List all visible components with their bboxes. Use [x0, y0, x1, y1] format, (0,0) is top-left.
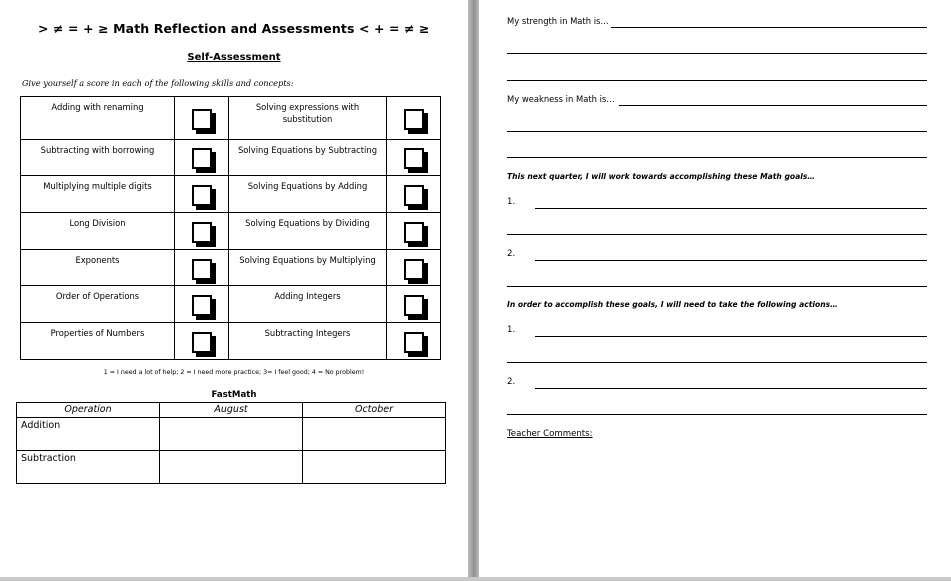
actions-prompt: In order to accomplish these goals, I will need to take the following actions… [507, 300, 838, 309]
score-box-cell [175, 176, 229, 213]
score-checkbox[interactable] [192, 222, 212, 243]
skill-label: Subtracting Integers [229, 323, 387, 360]
score-checkbox[interactable] [192, 332, 212, 353]
score-checkbox[interactable] [192, 259, 212, 280]
october-addition-cell[interactable] [303, 418, 446, 451]
score-checkbox[interactable] [404, 148, 424, 169]
skills-table [20, 96, 441, 360]
fastmath-table [16, 402, 446, 484]
score-checkbox[interactable] [404, 109, 424, 130]
august-addition-cell[interactable] [160, 418, 303, 451]
october-subtraction-cell[interactable] [303, 451, 446, 484]
action-answer-line[interactable] [535, 336, 927, 337]
score-checkbox[interactable] [404, 222, 424, 243]
header-october: October [303, 403, 446, 418]
action-answer-line[interactable] [507, 414, 927, 415]
score-box-cell [387, 249, 441, 286]
score-checkbox[interactable] [404, 185, 424, 206]
weakness-prompt: My weakness in Math is… [507, 94, 615, 104]
skill-label: Subtracting with borrowing [21, 139, 175, 176]
skill-label: Solving Equations by Adding [229, 176, 387, 213]
table-row [17, 418, 446, 451]
strength-answer-line[interactable] [611, 27, 927, 28]
score-checkbox[interactable] [192, 295, 212, 316]
score-box-cell [387, 97, 441, 140]
page-gutter [468, 0, 479, 581]
score-checkbox[interactable] [192, 148, 212, 169]
skill-label: Adding with renaming [21, 97, 175, 140]
operation-addition: Addition [17, 418, 160, 451]
goals-prompt: This next quarter, I will work towards accomplishing these Math goals… [507, 172, 815, 181]
action-number-1: 1. [507, 325, 516, 335]
skill-label: Solving Equations by Multiplying [229, 249, 387, 286]
august-subtraction-cell[interactable] [160, 451, 303, 484]
teacher-comments-label: Teacher Comments: [507, 429, 593, 439]
skill-label: Long Division [21, 213, 175, 250]
action-answer-line[interactable] [507, 362, 927, 363]
score-box-cell [387, 213, 441, 250]
instructions-text: Give yourself a score in each of the following skills and concepts: [22, 78, 294, 88]
score-box-cell [175, 213, 229, 250]
score-box-cell [175, 286, 229, 323]
skill-label: Solving expressions with substitution [229, 97, 387, 140]
strength-prompt: My strength in Math is… [507, 16, 609, 26]
weakness-answer-line[interactable] [507, 157, 927, 158]
score-checkbox[interactable] [192, 109, 212, 130]
skill-label: Properties of Numbers [21, 323, 175, 360]
goal-answer-line[interactable] [507, 234, 927, 235]
goal-answer-line[interactable] [535, 208, 927, 209]
skill-label: Multiplying multiple digits [21, 176, 175, 213]
skill-label: Solving Equations by Dividing [229, 213, 387, 250]
action-number-2: 2. [507, 377, 516, 387]
bottom-edge [0, 577, 951, 581]
goal-answer-line[interactable] [535, 260, 927, 261]
score-legend: 1 = I need a lot of help; 2 = I need more practice; 3= I feel good; 4 = No problem! [103, 369, 365, 376]
weakness-answer-line[interactable] [507, 131, 927, 132]
skills-row [21, 176, 441, 213]
strength-answer-line[interactable] [507, 80, 927, 81]
goal-number-1: 1. [507, 197, 516, 207]
table-row [17, 451, 446, 484]
goal-number-2: 2. [507, 249, 516, 259]
score-box-cell [175, 323, 229, 360]
score-box-cell [387, 139, 441, 176]
page-right [479, 0, 951, 578]
fastmath-title: FastMath [211, 390, 257, 400]
skills-row [21, 97, 441, 140]
goal-answer-line[interactable] [507, 286, 927, 287]
document-title: > ≠ = + ≥ Math Reflection and Assessments < + = ≠ ≥ [38, 21, 430, 36]
score-checkbox[interactable] [192, 185, 212, 206]
skills-row [21, 323, 441, 360]
operation-subtraction: Subtraction [17, 451, 160, 484]
skill-label: Exponents [21, 249, 175, 286]
score-box-cell [175, 97, 229, 140]
header-august: August [160, 403, 303, 418]
skill-label: Solving Equations by Subtracting [229, 139, 387, 176]
score-box-cell [387, 286, 441, 323]
self-assessment-heading: Self-Assessment [187, 52, 281, 63]
skills-row [21, 213, 441, 250]
fastmath-header-row [17, 403, 446, 418]
skill-label: Adding Integers [229, 286, 387, 323]
weakness-answer-line[interactable] [619, 105, 927, 106]
score-checkbox[interactable] [404, 259, 424, 280]
header-operation: Operation [17, 403, 160, 418]
skills-row [21, 286, 441, 323]
score-box-cell [387, 323, 441, 360]
score-box-cell [387, 176, 441, 213]
page-left [0, 0, 468, 578]
score-checkbox[interactable] [404, 332, 424, 353]
score-box-cell [175, 249, 229, 286]
strength-answer-line[interactable] [507, 53, 927, 54]
score-checkbox[interactable] [404, 295, 424, 316]
skills-row [21, 249, 441, 286]
score-box-cell [175, 139, 229, 176]
skills-row [21, 139, 441, 176]
action-answer-line[interactable] [535, 388, 927, 389]
skill-label: Order of Operations [21, 286, 175, 323]
